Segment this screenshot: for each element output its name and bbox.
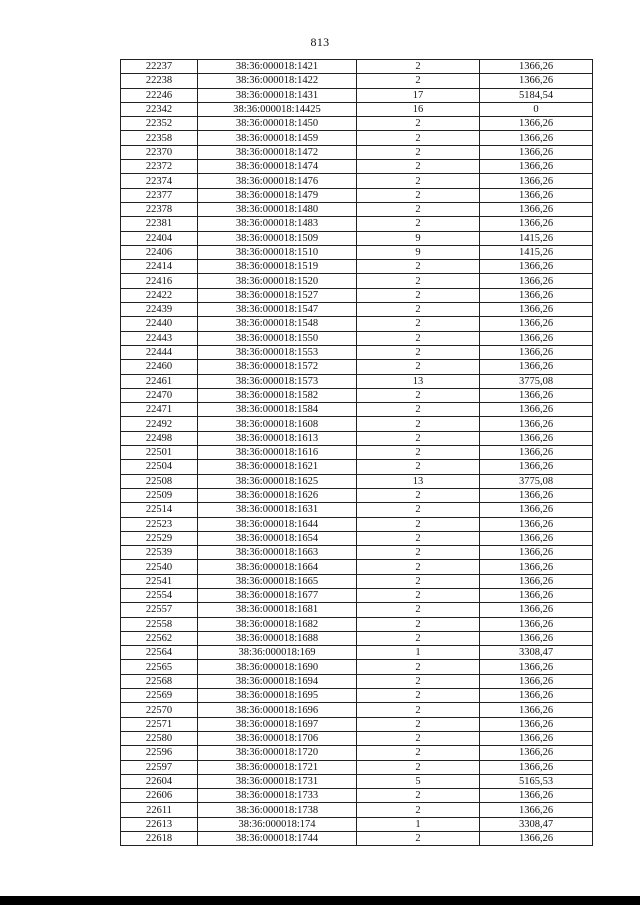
record-number-cell: 22440 xyxy=(121,317,198,331)
table-row xyxy=(121,789,593,803)
quantity-cell: 2 xyxy=(357,303,480,317)
amount-cell: 1366,26 xyxy=(480,574,593,588)
cadastral-number-cell: 38:36:000018:1550 xyxy=(198,331,357,345)
amount-cell: 1366,26 xyxy=(480,446,593,460)
amount-cell: 1366,26 xyxy=(480,546,593,560)
cadastral-number-cell: 38:36:000018:1731 xyxy=(198,774,357,788)
record-number-cell: 22568 xyxy=(121,674,198,688)
record-number-cell: 22404 xyxy=(121,231,198,245)
record-number-cell: 22569 xyxy=(121,689,198,703)
table-row xyxy=(121,431,593,445)
quantity-cell: 2 xyxy=(357,631,480,645)
amount-cell: 1366,26 xyxy=(480,160,593,174)
record-number-cell: 22565 xyxy=(121,660,198,674)
table-row xyxy=(121,731,593,745)
table-row xyxy=(121,832,593,846)
table-row xyxy=(121,331,593,345)
table-row xyxy=(121,703,593,717)
quantity-cell: 2 xyxy=(357,731,480,745)
table-row xyxy=(121,145,593,159)
record-number-cell: 22246 xyxy=(121,88,198,102)
amount-cell: 1366,26 xyxy=(480,345,593,359)
amount-cell: 1366,26 xyxy=(480,717,593,731)
amount-cell: 1366,26 xyxy=(480,617,593,631)
quantity-cell: 2 xyxy=(357,274,480,288)
cadastral-number-cell: 38:36:000018:1644 xyxy=(198,517,357,531)
amount-cell: 3308,47 xyxy=(480,646,593,660)
quantity-cell: 2 xyxy=(357,188,480,202)
quantity-cell: 13 xyxy=(357,474,480,488)
record-number-cell: 22570 xyxy=(121,703,198,717)
record-number-cell: 22562 xyxy=(121,631,198,645)
cadastral-number-cell: 38:36:000018:1681 xyxy=(198,603,357,617)
quantity-cell: 2 xyxy=(357,117,480,131)
amount-cell: 1415,26 xyxy=(480,231,593,245)
amount-cell: 1366,26 xyxy=(480,560,593,574)
cadastral-number-cell: 38:36:000018:1654 xyxy=(198,531,357,545)
amount-cell: 1366,26 xyxy=(480,174,593,188)
table-row xyxy=(121,374,593,388)
table-row xyxy=(121,388,593,402)
table-row xyxy=(121,646,593,660)
record-number-cell: 22370 xyxy=(121,145,198,159)
amount-cell: 1366,26 xyxy=(480,417,593,431)
table-row xyxy=(121,631,593,645)
table-row xyxy=(121,117,593,131)
quantity-cell: 2 xyxy=(357,446,480,460)
record-number-cell: 22238 xyxy=(121,74,198,88)
record-number-cell: 22461 xyxy=(121,374,198,388)
table-row xyxy=(121,803,593,817)
quantity-cell: 2 xyxy=(357,460,480,474)
record-number-cell: 22540 xyxy=(121,560,198,574)
quantity-cell: 2 xyxy=(357,760,480,774)
table-row xyxy=(121,774,593,788)
cadastral-number-cell: 38:36:000018:174 xyxy=(198,817,357,831)
table-row xyxy=(121,288,593,302)
table-row xyxy=(121,217,593,231)
cadastral-number-cell: 38:36:000018:1479 xyxy=(198,188,357,202)
record-number-cell: 22422 xyxy=(121,288,198,302)
table-row xyxy=(121,588,593,602)
table-row xyxy=(121,417,593,431)
record-number-cell: 22541 xyxy=(121,574,198,588)
quantity-cell: 16 xyxy=(357,102,480,116)
record-number-cell: 22492 xyxy=(121,417,198,431)
cadastral-number-cell: 38:36:000018:1682 xyxy=(198,617,357,631)
amount-cell: 1366,26 xyxy=(480,303,593,317)
table-row xyxy=(121,317,593,331)
table-row xyxy=(121,202,593,216)
table-row xyxy=(121,760,593,774)
cadastral-number-cell: 38:36:000018:1738 xyxy=(198,803,357,817)
table-row xyxy=(121,546,593,560)
cadastral-number-cell: 38:36:000018:1720 xyxy=(198,746,357,760)
amount-cell: 1366,26 xyxy=(480,274,593,288)
table-row xyxy=(121,531,593,545)
quantity-cell: 9 xyxy=(357,231,480,245)
cadastral-number-cell: 38:36:000018:1474 xyxy=(198,160,357,174)
quantity-cell: 2 xyxy=(357,517,480,531)
quantity-cell: 2 xyxy=(357,388,480,402)
cadastral-number-cell: 38:36:000018:1613 xyxy=(198,431,357,445)
amount-cell: 1366,26 xyxy=(480,760,593,774)
record-number-cell: 22618 xyxy=(121,832,198,846)
quantity-cell: 2 xyxy=(357,803,480,817)
quantity-cell: 2 xyxy=(357,488,480,502)
cadastral-number-cell: 38:36:000018:1584 xyxy=(198,403,357,417)
cadastral-number-cell: 38:36:000018:1664 xyxy=(198,560,357,574)
quantity-cell: 13 xyxy=(357,374,480,388)
record-number-cell: 22470 xyxy=(121,388,198,402)
amount-cell: 1366,26 xyxy=(480,331,593,345)
cadastral-number-cell: 38:36:000018:1519 xyxy=(198,260,357,274)
cadastral-number-cell: 38:36:000018:1694 xyxy=(198,674,357,688)
record-number-cell: 22444 xyxy=(121,345,198,359)
quantity-cell: 2 xyxy=(357,703,480,717)
record-number-cell: 22381 xyxy=(121,217,198,231)
quantity-cell: 2 xyxy=(357,174,480,188)
cadastral-number-cell: 38:36:000018:1688 xyxy=(198,631,357,645)
amount-cell: 1366,26 xyxy=(480,117,593,131)
quantity-cell: 2 xyxy=(357,217,480,231)
table-row xyxy=(121,460,593,474)
cadastral-number-cell: 38:36:000018:1621 xyxy=(198,460,357,474)
amount-cell: 1366,26 xyxy=(480,74,593,88)
data-table xyxy=(120,59,593,846)
cadastral-number-cell: 38:36:000018:1450 xyxy=(198,117,357,131)
amount-cell: 1366,26 xyxy=(480,431,593,445)
record-number-cell: 22471 xyxy=(121,403,198,417)
page-number: 813 xyxy=(310,35,330,49)
table-row xyxy=(121,345,593,359)
amount-cell: 3308,47 xyxy=(480,817,593,831)
quantity-cell: 1 xyxy=(357,817,480,831)
amount-cell: 5165,53 xyxy=(480,774,593,788)
cadastral-number-cell: 38:36:000018:1476 xyxy=(198,174,357,188)
cadastral-number-cell: 38:36:000018:1553 xyxy=(198,345,357,359)
quantity-cell: 2 xyxy=(357,60,480,74)
cadastral-number-cell: 38:36:000018:1706 xyxy=(198,731,357,745)
amount-cell: 1366,26 xyxy=(480,460,593,474)
table-row xyxy=(121,60,593,74)
cadastral-number-cell: 38:36:000018:1663 xyxy=(198,546,357,560)
amount-cell: 1366,26 xyxy=(480,388,593,402)
quantity-cell: 2 xyxy=(357,260,480,274)
record-number-cell: 22613 xyxy=(121,817,198,831)
amount-cell: 1366,26 xyxy=(480,832,593,846)
quantity-cell: 2 xyxy=(357,403,480,417)
record-number-cell: 22352 xyxy=(121,117,198,131)
quantity-cell: 9 xyxy=(357,245,480,259)
record-number-cell: 22504 xyxy=(121,460,198,474)
record-number-cell: 22498 xyxy=(121,431,198,445)
cadastral-number-cell: 38:36:000018:1520 xyxy=(198,274,357,288)
quantity-cell: 2 xyxy=(357,617,480,631)
cadastral-number-cell: 38:36:000018:1625 xyxy=(198,474,357,488)
cadastral-number-cell: 38:36:000018:1510 xyxy=(198,245,357,259)
record-number-cell: 22539 xyxy=(121,546,198,560)
table-row xyxy=(121,503,593,517)
table-row xyxy=(121,403,593,417)
amount-cell: 1366,26 xyxy=(480,202,593,216)
quantity-cell: 1 xyxy=(357,646,480,660)
table-row xyxy=(121,260,593,274)
amount-cell: 1366,26 xyxy=(480,674,593,688)
table-row xyxy=(121,617,593,631)
record-number-cell: 22564 xyxy=(121,646,198,660)
cadastral-number-cell: 38:36:000018:1690 xyxy=(198,660,357,674)
record-number-cell: 22523 xyxy=(121,517,198,531)
table-body xyxy=(121,60,593,846)
table-row xyxy=(121,102,593,116)
quantity-cell: 2 xyxy=(357,717,480,731)
record-number-cell: 22377 xyxy=(121,188,198,202)
quantity-cell: 2 xyxy=(357,560,480,574)
amount-cell: 1366,26 xyxy=(480,517,593,531)
record-number-cell: 22508 xyxy=(121,474,198,488)
amount-cell: 1366,26 xyxy=(480,131,593,145)
record-number-cell: 22571 xyxy=(121,717,198,731)
quantity-cell: 2 xyxy=(357,145,480,159)
bottom-border-bar xyxy=(0,896,640,905)
amount-cell: 1366,26 xyxy=(480,703,593,717)
cadastral-number-cell: 38:36:000018:1548 xyxy=(198,317,357,331)
table-row xyxy=(121,746,593,760)
amount-cell: 1366,26 xyxy=(480,360,593,374)
table-row xyxy=(121,174,593,188)
table-row xyxy=(121,817,593,831)
amount-cell: 1366,26 xyxy=(480,660,593,674)
cadastral-number-cell: 38:36:000018:1472 xyxy=(198,145,357,159)
table-row xyxy=(121,88,593,102)
amount-cell: 3775,08 xyxy=(480,474,593,488)
table-row xyxy=(121,689,593,703)
cadastral-number-cell: 38:36:000018:1573 xyxy=(198,374,357,388)
amount-cell: 1366,26 xyxy=(480,503,593,517)
cadastral-number-cell: 38:36:000018:1665 xyxy=(198,574,357,588)
cadastral-number-cell: 38:36:000018:1483 xyxy=(198,217,357,231)
cadastral-number-cell: 38:36:000018:1626 xyxy=(198,488,357,502)
record-number-cell: 22342 xyxy=(121,102,198,116)
record-number-cell: 22596 xyxy=(121,746,198,760)
cadastral-number-cell: 38:36:000018:1721 xyxy=(198,760,357,774)
quantity-cell: 2 xyxy=(357,674,480,688)
record-number-cell: 22414 xyxy=(121,260,198,274)
amount-cell: 1366,26 xyxy=(480,217,593,231)
table-row xyxy=(121,660,593,674)
amount-cell: 1366,26 xyxy=(480,588,593,602)
table-row xyxy=(121,517,593,531)
table-row xyxy=(121,674,593,688)
quantity-cell: 2 xyxy=(357,832,480,846)
record-number-cell: 22606 xyxy=(121,789,198,803)
cadastral-number-cell: 38:36:000018:1509 xyxy=(198,231,357,245)
quantity-cell: 2 xyxy=(357,317,480,331)
amount-cell: 0 xyxy=(480,102,593,116)
amount-cell: 1366,26 xyxy=(480,60,593,74)
cadastral-number-cell: 38:36:000018:1431 xyxy=(198,88,357,102)
amount-cell: 1366,26 xyxy=(480,188,593,202)
record-number-cell: 22358 xyxy=(121,131,198,145)
quantity-cell: 2 xyxy=(357,531,480,545)
record-number-cell: 22406 xyxy=(121,245,198,259)
amount-cell: 1366,26 xyxy=(480,746,593,760)
quantity-cell: 17 xyxy=(357,88,480,102)
table-row xyxy=(121,274,593,288)
record-number-cell: 22460 xyxy=(121,360,198,374)
table-row xyxy=(121,717,593,731)
cadastral-number-cell: 38:36:000018:1421 xyxy=(198,60,357,74)
cadastral-number-cell: 38:36:000018:1572 xyxy=(198,360,357,374)
record-number-cell: 22439 xyxy=(121,303,198,317)
record-number-cell: 22597 xyxy=(121,760,198,774)
amount-cell: 5184,54 xyxy=(480,88,593,102)
quantity-cell: 2 xyxy=(357,503,480,517)
cadastral-number-cell: 38:36:000018:1631 xyxy=(198,503,357,517)
record-number-cell: 22501 xyxy=(121,446,198,460)
cadastral-number-cell: 38:36:000018:1608 xyxy=(198,417,357,431)
record-number-cell: 22580 xyxy=(121,731,198,745)
record-number-cell: 22611 xyxy=(121,803,198,817)
amount-cell: 1366,26 xyxy=(480,145,593,159)
quantity-cell: 2 xyxy=(357,331,480,345)
quantity-cell: 2 xyxy=(357,689,480,703)
amount-cell: 1366,26 xyxy=(480,631,593,645)
quantity-cell: 2 xyxy=(357,588,480,602)
quantity-cell: 2 xyxy=(357,546,480,560)
quantity-cell: 2 xyxy=(357,160,480,174)
table-row xyxy=(121,303,593,317)
table-row xyxy=(121,188,593,202)
cadastral-number-cell: 38:36:000018:14425 xyxy=(198,102,357,116)
table-row xyxy=(121,160,593,174)
cadastral-number-cell: 38:36:000018:1616 xyxy=(198,446,357,460)
record-number-cell: 22558 xyxy=(121,617,198,631)
record-number-cell: 22557 xyxy=(121,603,198,617)
table-row xyxy=(121,231,593,245)
quantity-cell: 5 xyxy=(357,774,480,788)
quantity-cell: 2 xyxy=(357,288,480,302)
amount-cell: 3775,08 xyxy=(480,374,593,388)
table-row xyxy=(121,560,593,574)
record-number-cell: 22443 xyxy=(121,331,198,345)
record-number-cell: 22604 xyxy=(121,774,198,788)
quantity-cell: 2 xyxy=(357,603,480,617)
table-row xyxy=(121,603,593,617)
table-row xyxy=(121,74,593,88)
quantity-cell: 2 xyxy=(357,417,480,431)
amount-cell: 1415,26 xyxy=(480,245,593,259)
amount-cell: 1366,26 xyxy=(480,288,593,302)
cadastral-number-cell: 38:36:000018:1459 xyxy=(198,131,357,145)
cadastral-number-cell: 38:36:000018:1422 xyxy=(198,74,357,88)
record-number-cell: 22554 xyxy=(121,588,198,602)
cadastral-number-cell: 38:36:000018:1677 xyxy=(198,588,357,602)
quantity-cell: 2 xyxy=(357,574,480,588)
amount-cell: 1366,26 xyxy=(480,789,593,803)
quantity-cell: 2 xyxy=(357,131,480,145)
table-row xyxy=(121,245,593,259)
record-number-cell: 22374 xyxy=(121,174,198,188)
amount-cell: 1366,26 xyxy=(480,260,593,274)
cadastral-number-cell: 38:36:000018:1527 xyxy=(198,288,357,302)
quantity-cell: 2 xyxy=(357,345,480,359)
table-row xyxy=(121,474,593,488)
amount-cell: 1366,26 xyxy=(480,803,593,817)
cadastral-number-cell: 38:36:000018:169 xyxy=(198,646,357,660)
record-number-cell: 22378 xyxy=(121,202,198,216)
cadastral-number-cell: 38:36:000018:1744 xyxy=(198,832,357,846)
cadastral-number-cell: 38:36:000018:1733 xyxy=(198,789,357,803)
quantity-cell: 2 xyxy=(357,746,480,760)
record-number-cell: 22509 xyxy=(121,488,198,502)
record-number-cell: 22372 xyxy=(121,160,198,174)
table-row xyxy=(121,360,593,374)
record-number-cell: 22514 xyxy=(121,503,198,517)
quantity-cell: 2 xyxy=(357,660,480,674)
cadastral-number-cell: 38:36:000018:1582 xyxy=(198,388,357,402)
table-row xyxy=(121,446,593,460)
amount-cell: 1366,26 xyxy=(480,488,593,502)
amount-cell: 1366,26 xyxy=(480,403,593,417)
cadastral-number-cell: 38:36:000018:1697 xyxy=(198,717,357,731)
quantity-cell: 2 xyxy=(357,74,480,88)
table-row xyxy=(121,574,593,588)
amount-cell: 1366,26 xyxy=(480,531,593,545)
quantity-cell: 2 xyxy=(357,202,480,216)
record-number-cell: 22416 xyxy=(121,274,198,288)
table-row xyxy=(121,131,593,145)
cadastral-number-cell: 38:36:000018:1480 xyxy=(198,202,357,216)
amount-cell: 1366,26 xyxy=(480,689,593,703)
amount-cell: 1366,26 xyxy=(480,603,593,617)
cadastral-number-cell: 38:36:000018:1696 xyxy=(198,703,357,717)
cadastral-number-cell: 38:36:000018:1547 xyxy=(198,303,357,317)
amount-cell: 1366,26 xyxy=(480,317,593,331)
quantity-cell: 2 xyxy=(357,360,480,374)
record-number-cell: 22237 xyxy=(121,60,198,74)
quantity-cell: 2 xyxy=(357,431,480,445)
quantity-cell: 2 xyxy=(357,789,480,803)
record-number-cell: 22529 xyxy=(121,531,198,545)
amount-cell: 1366,26 xyxy=(480,731,593,745)
table-row xyxy=(121,488,593,502)
cadastral-number-cell: 38:36:000018:1695 xyxy=(198,689,357,703)
